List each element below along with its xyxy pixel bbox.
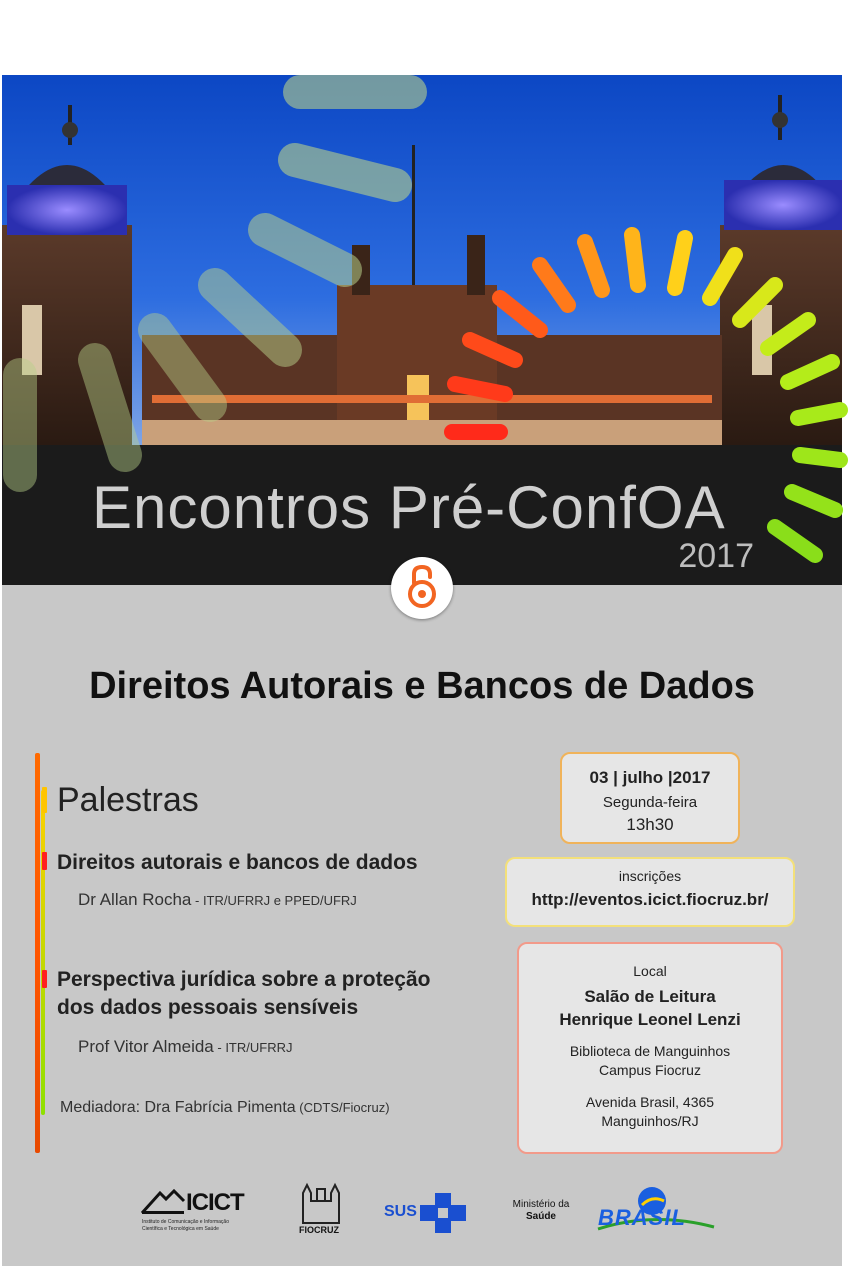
brasil-logo bbox=[594, 1183, 718, 1237]
speaker-affiliation: - ITR/UFRRJ bbox=[213, 1040, 293, 1055]
speaker-affiliation: - ITR/UFRRJ e PPED/UFRJ bbox=[191, 893, 357, 908]
talk-2-title-line1: Perspectiva jurídica sobre a proteção bbox=[57, 968, 431, 991]
speaker-name: Dr Allan Rocha bbox=[78, 890, 192, 909]
accent-bar-gradient bbox=[41, 790, 45, 1115]
content-area bbox=[2, 585, 842, 1266]
accent-tick bbox=[42, 970, 47, 988]
icict-name: ICICT bbox=[186, 1189, 244, 1216]
event-weekday: Segunda-feira bbox=[602, 794, 698, 811]
talk-1-title: Direitos autorais e bancos de dados bbox=[57, 851, 418, 874]
event-date: 03 | julho |2017 bbox=[589, 768, 711, 787]
mediadora-name: Mediadora: Dra Fabrícia Pimenta bbox=[60, 1099, 296, 1116]
ministerio-line2: Saúde bbox=[525, 1211, 556, 1222]
date-box bbox=[560, 752, 740, 844]
icict-logo bbox=[140, 1189, 250, 1239]
sus-name: SUS bbox=[384, 1203, 417, 1220]
speaker-name: Prof Vitor Almeida bbox=[78, 1037, 214, 1056]
accent-tick bbox=[42, 787, 47, 813]
local-address-line2: Manguinhos/RJ bbox=[601, 1113, 699, 1129]
ministerio-saude-logo bbox=[506, 1199, 576, 1229]
local-biblioteca bbox=[519, 1042, 781, 1080]
open-access-icon bbox=[391, 557, 453, 619]
fiocruz-logo bbox=[299, 1181, 343, 1239]
fiocruz-name: FIOCRUZ bbox=[299, 1225, 339, 1235]
local-biblioteca-line2: Campus Fiocruz bbox=[599, 1062, 701, 1078]
local-name-line2: Henrique Leonel Lenzi bbox=[559, 1010, 741, 1029]
ministerio-line1: Ministério da bbox=[512, 1199, 570, 1210]
mediadora bbox=[60, 1099, 390, 1117]
local-name-line1: Salão de Leitura bbox=[584, 987, 716, 1006]
talk-2-speaker bbox=[78, 1037, 292, 1057]
icict-emblem-icon bbox=[140, 1189, 186, 1215]
inscricoes-link[interactable]: http://eventos.icict.fiocruz.br/ bbox=[531, 890, 769, 909]
inscricoes-label: inscrições bbox=[618, 868, 682, 884]
accent-tick bbox=[42, 852, 47, 870]
sponsor-logos bbox=[2, 1181, 842, 1251]
sus-logo bbox=[384, 1193, 468, 1233]
local-address-line1: Avenida Brasil, 4365 bbox=[585, 1094, 715, 1110]
brasil-name: BRASIL bbox=[598, 1205, 686, 1230]
icict-subtitle: Instituto de Comunicação e Informação Científica e Tecnológica em Saúde bbox=[142, 1219, 229, 1232]
local-name bbox=[519, 985, 781, 1031]
sus-cross-icon bbox=[420, 1193, 466, 1233]
inscricoes-box bbox=[505, 857, 795, 927]
talk-2-title-line2: dos dados pessoais sensíveis bbox=[57, 996, 359, 1019]
event-year: 2017 bbox=[678, 537, 754, 575]
mediadora-affiliation: (CDTS/Fiocruz) bbox=[295, 1100, 390, 1115]
fiocruz-castle-icon bbox=[299, 1181, 343, 1225]
open-access-logo bbox=[391, 557, 453, 619]
accent-bar-orange bbox=[35, 753, 40, 1153]
local-box bbox=[517, 942, 783, 1154]
local-biblioteca-line1: Biblioteca de Manguinhos bbox=[569, 1043, 731, 1059]
palestras-heading: Palestras bbox=[57, 781, 199, 819]
event-series-title: Encontros Pré-ConfOA bbox=[92, 474, 726, 541]
talk-1-speaker bbox=[78, 890, 357, 910]
event-time: 13h30 bbox=[626, 815, 674, 834]
local-label: Local bbox=[633, 963, 667, 979]
hero-photo bbox=[2, 75, 842, 445]
local-address bbox=[519, 1093, 781, 1131]
main-title: Direitos Autorais e Bancos de Dados bbox=[89, 665, 755, 707]
